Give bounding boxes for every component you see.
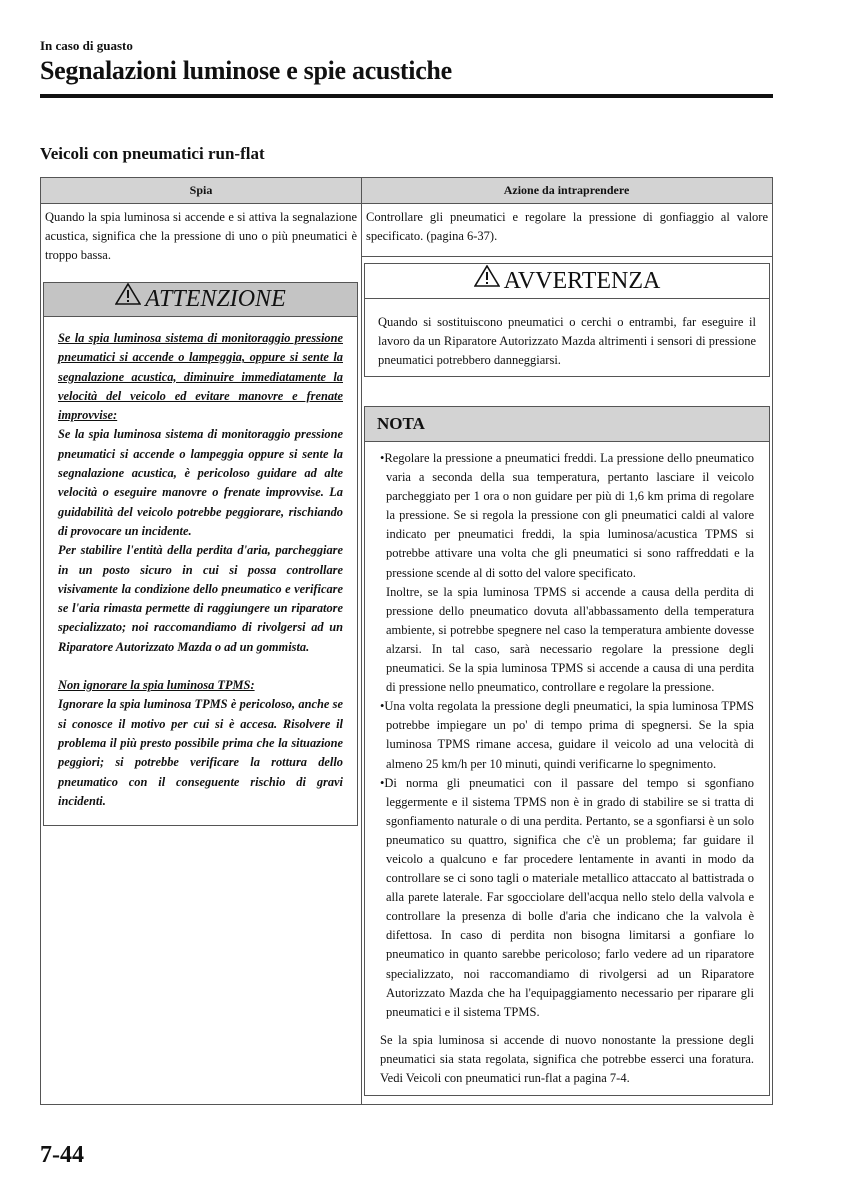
subsection-title: Veicoli con pneumatici run-flat xyxy=(40,144,265,163)
bullet: • xyxy=(380,451,385,465)
section-label: In caso di guasto xyxy=(40,38,133,53)
bullet: • xyxy=(380,699,385,714)
action-description: Controllare gli pneumatici e regolare la pressione di gonfiaggio al valore specificato. (pagina 6-37). xyxy=(366,210,768,243)
attenzione-p2-text: Per stabilire l'entità della perdita d'aria, parcheggiare in un posto sicuro in cui si possa controllare visivamente la condizione dello pneumatico e verificare se l'aria rimasta permette di raggiungere un riparatore specializzato; noi raccomandiamo di rivolgersi ad un Riparatore Autorizzato Mazda o ad un gommista. xyxy=(58,543,343,654)
avvertenza-title: AVVERTENZA xyxy=(503,268,661,294)
attenzione-box xyxy=(43,282,358,826)
attenzione-p3-heading: Non ignorare la spia luminosa TPMS: xyxy=(58,678,255,693)
attenzione-p1-heading: Se la spia luminosa sistema di monitoraggio pressione pneumatici si accende o lampeggia, oppure si sente la segnalazione acustica, diminuire immediatamente la velocità del veicolo ed evitare manovre e frenate improvvise: xyxy=(58,331,343,423)
table-header-row xyxy=(41,178,772,204)
nota-final: Se la spia luminosa si accende di nuovo nonostante la pressione degli pneumatici sia stata regolata, significa che potrebbe esserci una foratura. Vedi Veicoli con pneumatici run-flat a pagina 7-4. xyxy=(380,1032,754,1085)
nota-body xyxy=(365,442,769,1088)
row-divider xyxy=(362,256,772,257)
attenzione-body xyxy=(44,317,357,811)
nota-item-2: •Una volta regolata la pressione degli pneumatici, la spia luminosa TPMS potrebbe impiegare un po' di tempo prima di spegnersi. Se la spia luminosa TPMS rimane accesa, guidare il veicolo ad una velocità di almeno 25 km/h per 10 minuti, quindi verificarne lo spegnimento. xyxy=(380,699,754,771)
attenzione-header xyxy=(44,283,357,317)
spia-description: Quando la spia luminosa si accende e si attiva la segnalazione acustica, significa che la pressione di uno o più pneumatici è troppo bassa. xyxy=(45,210,357,262)
avvertenza-text: Quando si sostituiscono pneumatici o cerchi o entrambi, far eseguire il lavoro da un Riparatore Autorizzato Mazda altrimenti i sensori di pressione pneumatici potrebbero danneggiarsi. xyxy=(378,315,756,367)
nota-header: NOTA xyxy=(365,407,769,442)
warning-triangle-icon xyxy=(474,263,500,297)
nota-item-1-cont: Inoltre, se la spia luminosa TPMS si accende a causa della perdita di pressione dello pneumatico dovuta all'abbassamento della temperatura ambiente, si potrebbe spegnere nel caso la temperatura ambiente dovesse alzarsi. In tal caso, sarà necessario regolare la pressione degli pneumatici. Se la spia luminosa TPMS si accende a causa di una perdita di pressione nello pneumatico, controllare e regolare la pressione. xyxy=(386,584,754,695)
attenzione-title: ATTENZIONE xyxy=(145,286,286,312)
attenzione-p1-text: Se la spia luminosa sistema di monitoraggio pressione pneumatici si accende o lampeggia oppure si sente la segnalazione acustica, è pericoloso guidare ad alte velocità o eseguire manovre o frenate improvvise. La guidabilità del veicolo potrebbe peggiorare, rischiando di provocare un incidente. xyxy=(58,427,343,538)
attenzione-p3-text: Ignorare la spia luminosa TPMS è pericoloso, anche se si conosce il motivo per cui si è accesa. Risolvere il problema il più presto possibile prima che la situazione peggiori; si potrebbe verificare la rottura dello pneumatico con il conseguente rischio di gravi incidenti. xyxy=(58,697,343,808)
bullet: • xyxy=(380,775,385,790)
avvertenza-header xyxy=(365,264,769,299)
header-spia: Spia xyxy=(189,183,213,197)
title-rule xyxy=(40,94,773,98)
info-table xyxy=(40,177,773,1105)
warning-triangle-icon xyxy=(115,282,141,315)
nota-item-3: •Di norma gli pneumatici con il passare del tempo si sgonfiano leggermente e il sistema TPMS non è in grado di stabilire se si tratta di sgonfiamento naturale o di una perdita. Pertanto, se a sgonfiarsi è un solo pneumatico su quattro, significa che c'è un problema; far guidare il veicolo a qualcuno e far procedere lentamente in avanti in modo da controllare se ci sono tagli o materiale metallico attaccato al battistrada o alla parete laterale. Far sgocciolare dell'acqua nello stelo della valvola e controllare la presenza di bolle d'aria che indicano che la valvola è difettosa. In caso di perdita non bisogna limitarsi a gonfiare lo pneumatico in quanto sarebbe pericoloso; farlo vedere ad un riparatore specializzato, noi raccomandiamo di rivolgersi ad un Riparatore Autorizzato Mazda che ha l'equipaggiamento necessario per riparare gli pneumatici e il sistema TPMS. xyxy=(380,775,754,1019)
page-title: Segnalazioni luminose e spie acustiche xyxy=(40,56,452,85)
header-azione: Azione da intraprendere xyxy=(503,183,630,197)
nota-box xyxy=(364,406,770,1096)
nota-item-1: •Regolare la pressione a pneumatici freddi. La pressione dello pneumatico varia a seconda della sua temperatura, pertanto lasciare il veicolo parcheggiato per 1 ora o non guidare per più di 1,6 km prima di regolare la pressione. Se si regola la pressione con gli pneumatici caldi al valore indicato per pneumatici freddi, la spia luminosa/acustica TPMS si potrebbe attivare una volta che gli pneumatici si sono raffreddati e la pressione scende al di sotto del valore specificato. xyxy=(380,451,754,580)
column-divider xyxy=(361,178,362,1104)
avvertenza-box xyxy=(364,263,770,377)
page-number: 7-44 xyxy=(40,1142,84,1168)
